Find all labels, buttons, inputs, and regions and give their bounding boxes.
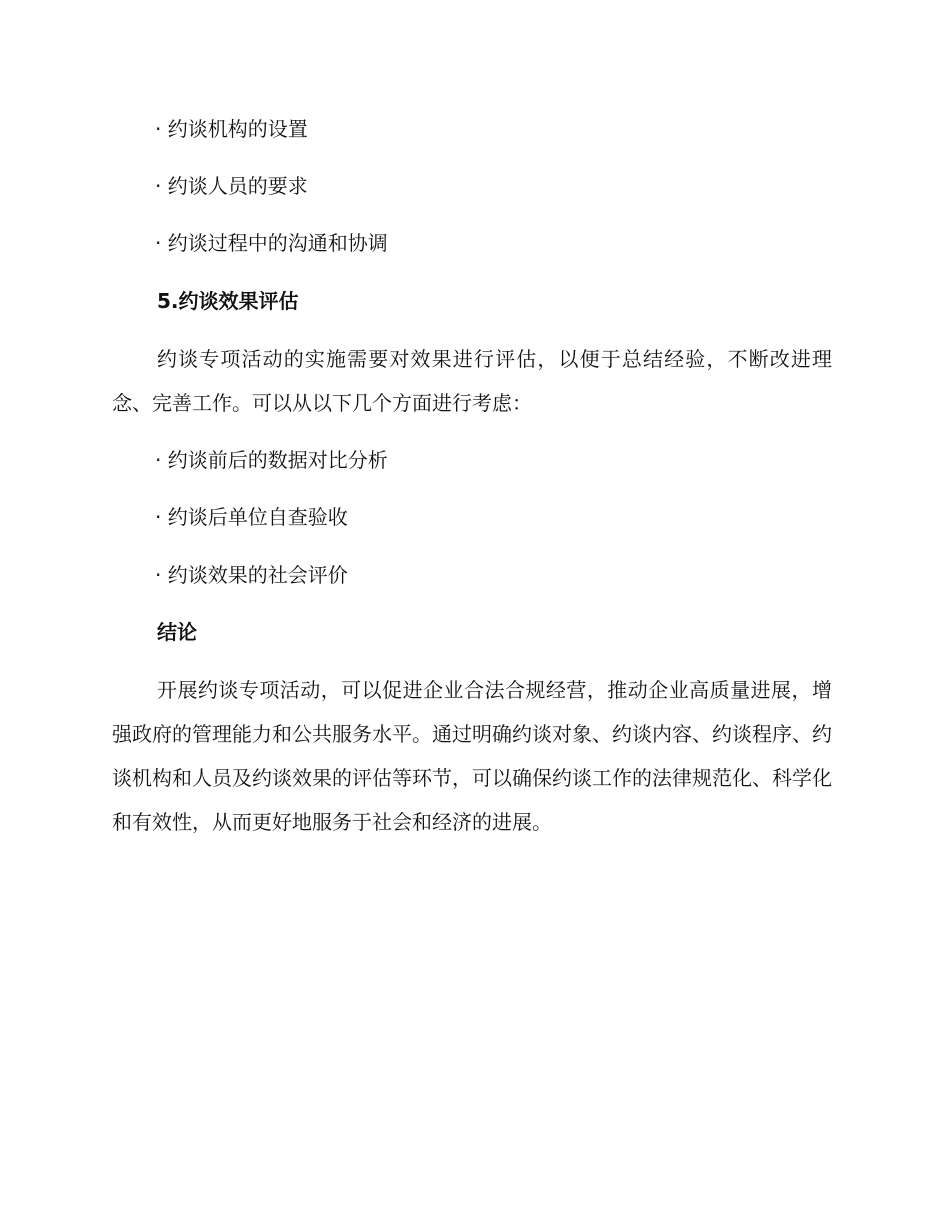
bullet-item: · 约谈人员的要求 <box>155 174 308 198</box>
section-paragraph: 约谈专项活动的实施需要对效果进行评估，以便于总结经验，不断改进理念、完善工作。可以从以下几个方面进行考虑： <box>112 347 832 415</box>
bullet-item: · 约谈机构的设置 <box>155 117 308 141</box>
section-heading: 5.约谈效果评估 <box>157 289 299 313</box>
bullet-item: · 约谈效果的社会评价 <box>155 563 348 587</box>
bullet-item: · 约谈前后的数据对比分析 <box>155 448 388 472</box>
bullet-item: · 约谈后单位自查验收 <box>155 505 348 529</box>
conclusion-heading: 结论 <box>157 620 197 644</box>
conclusion-paragraph: 开展约谈专项活动，可以促进企业合法合规经营，推动企业高质量进展，增强政府的管理能力和公共服务水平。通过明确约谈对象、约谈内容、约谈程序、约谈机构和人员及约谈效果的评估等环节，可以确保约谈工作的法律规范化、科学化和有效性，从而更好地服务于社会和经济的进展。 <box>112 678 832 834</box>
bullet-item: · 约谈过程中的沟通和协调 <box>155 231 388 255</box>
